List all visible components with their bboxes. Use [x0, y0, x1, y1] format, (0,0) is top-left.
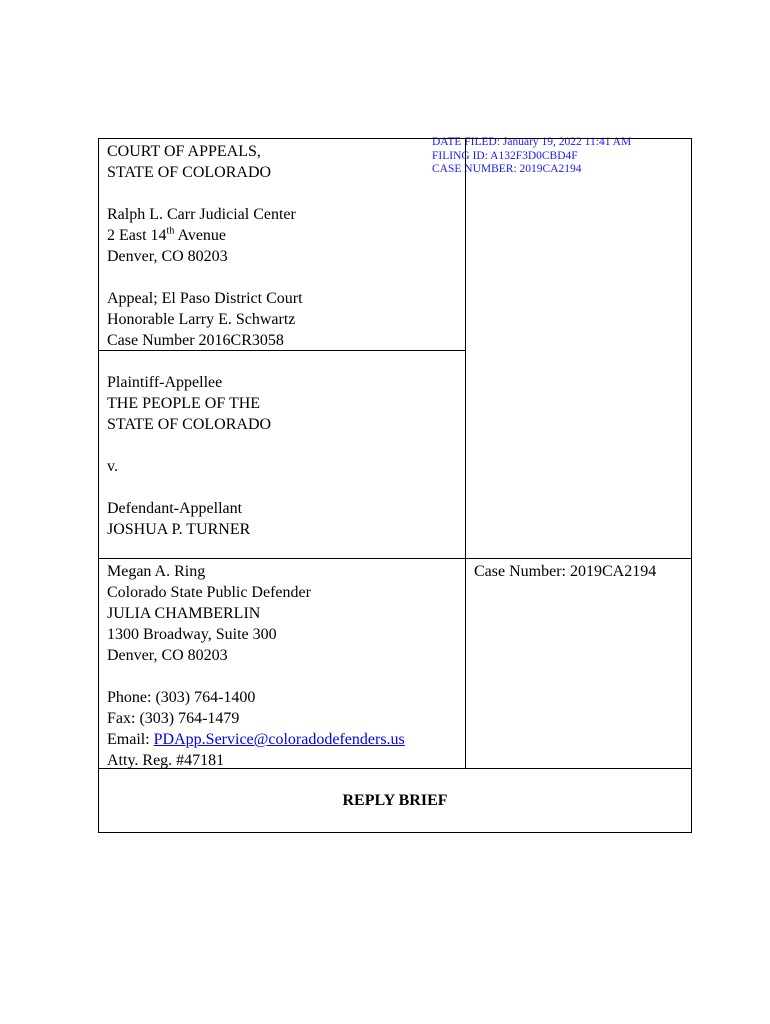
- defendant-role: Defendant-Appellant: [107, 500, 243, 517]
- versus: v.: [107, 458, 118, 475]
- filing-case-number: CASE NUMBER: 2019CA2194: [432, 163, 582, 175]
- filing-id: FILING ID: A132F3D0CBD4F: [432, 149, 578, 162]
- plaintiff-role: Plaintiff-Appellee: [107, 374, 223, 391]
- title-row: [99, 769, 691, 832]
- appeal-line1: Appeal; El Paso District Court: [107, 290, 303, 307]
- email-link[interactable]: PDApp.Service@coloradodefenders.us: [153, 731, 405, 748]
- counsel-line3: JULIA CHAMBERLIN: [107, 605, 261, 622]
- counsel-row: [99, 559, 691, 769]
- counsel-line1: Megan A. Ring: [107, 563, 206, 580]
- appeal-line2: Honorable Larry E. Schwartz: [107, 311, 296, 328]
- court-address-line2: 2 East 14th Avenue: [107, 225, 227, 244]
- case-number-text: Case Number: 2019CA2194: [474, 563, 657, 580]
- counsel-line5: Denver, CO 80203: [107, 647, 228, 664]
- counsel-cell: [99, 559, 466, 768]
- court-info-cell: [99, 139, 466, 351]
- document-title: REPLY BRIEF: [342, 791, 448, 809]
- plaintiff-line2: STATE OF COLORADO: [107, 416, 272, 433]
- counsel-email-line: [107, 729, 465, 750]
- court-name-line1: COURT OF APPEALS,: [107, 143, 261, 160]
- email-label: Email:: [107, 731, 154, 748]
- case-number-cell: [466, 559, 691, 768]
- court-name-line2: STATE OF COLORADO: [107, 164, 272, 181]
- appeal-line3: Case Number 2016CR3058: [107, 332, 284, 349]
- court-address-line1: Ralph L. Carr Judicial Center: [107, 206, 296, 223]
- filing-date: DATE FILED: January 19, 2022 11:41 AM: [432, 136, 632, 148]
- plaintiff-line1: THE PEOPLE OF THE: [107, 395, 261, 412]
- defendant-name: JOSHUA P. TURNER: [107, 521, 251, 538]
- counsel-phone: Phone: (303) 764-1400: [107, 689, 256, 706]
- counsel-atty-reg: Atty. Reg. #47181: [107, 752, 225, 769]
- counsel-fax: Fax: (303) 764-1479: [107, 710, 240, 727]
- court-use-cell: [465, 139, 691, 559]
- parties-cell: [99, 351, 466, 558]
- counsel-line4: 1300 Broadway, Suite 300: [107, 626, 277, 643]
- counsel-line2: Colorado State Public Defender: [107, 584, 311, 601]
- caption-table: [98, 138, 692, 833]
- court-address-line3: Denver, CO 80203: [107, 248, 228, 265]
